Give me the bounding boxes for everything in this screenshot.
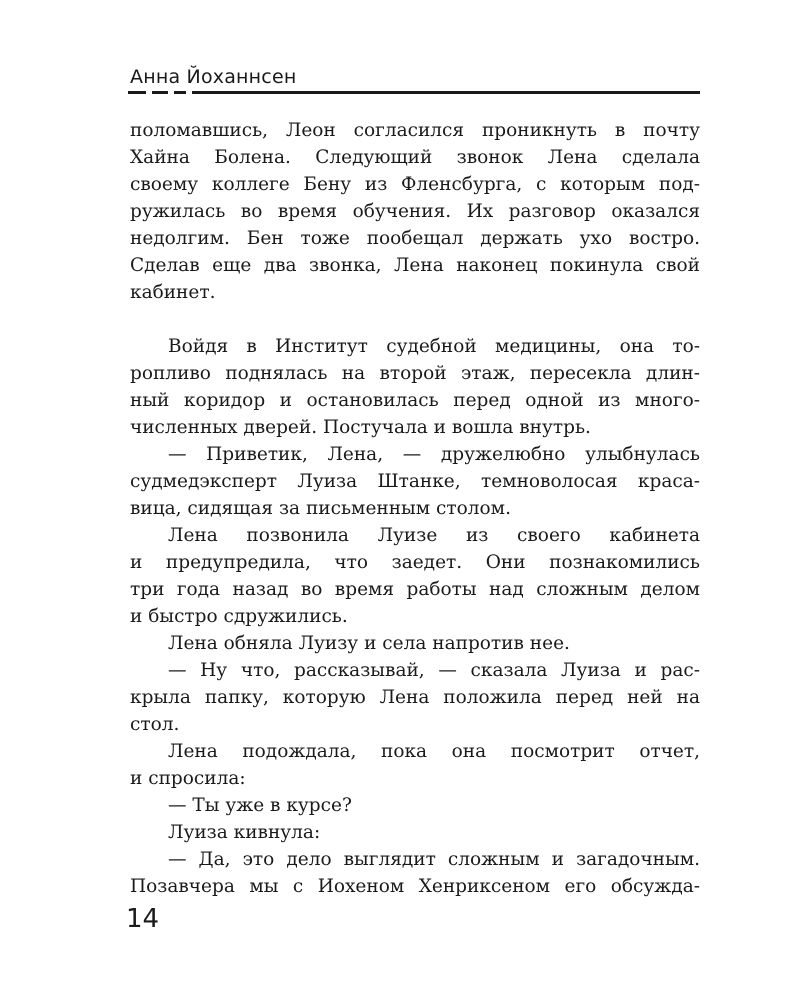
paragraph — [130, 657, 700, 738]
paragraph — [130, 819, 700, 846]
text-line: — Да, это дело выглядит сложным и загадочным. — [168, 849, 700, 870]
text-line: Войдя в Институт судебной медицины, она то- — [168, 336, 700, 357]
text-line: Лена подождала, пока она посмотрит отчет, — [168, 741, 700, 762]
text-line: — Ты уже в курсе? — [168, 795, 352, 816]
text-line: Лена обняла Луизу и села напротив нее. — [168, 633, 570, 654]
paragraph — [130, 333, 700, 441]
text-line: ный коридор и остановилась перед одной из много- — [130, 390, 700, 411]
paragraph — [130, 117, 700, 306]
paragraph — [130, 792, 700, 819]
paragraph — [130, 522, 700, 630]
paragraph — [130, 738, 700, 792]
paragraph — [130, 630, 700, 657]
paragraph — [130, 441, 700, 522]
text-line: численных дверей. Постучала и вошла внутрь. — [130, 417, 591, 438]
text-line: кабинет. — [130, 282, 216, 303]
text-line: Луиза кивнула: — [168, 822, 321, 843]
header-rule — [128, 91, 700, 94]
text-line: своему коллеге Бену из Фленсбурга, с которым под- — [130, 174, 700, 195]
text-line: крыла папку, которую Лена положила перед ней на — [130, 687, 700, 708]
text-line: три года назад во время работы над сложным делом — [130, 579, 700, 600]
text-line: судмедэксперт Луиза Штанке, темноволосая краса- — [130, 471, 700, 492]
paragraph — [130, 846, 700, 900]
text-line: поломавшись, Леон согласился проникнуть в почту — [130, 120, 700, 141]
text-line: Позавчера мы с Иохеном Хенриксеном его обсужда- — [130, 876, 700, 897]
text-line: — Приветик, Лена, — дружелюбно улыбнулась — [168, 444, 700, 465]
text-line: и быстро сдружились. — [130, 606, 348, 627]
text-line: и спросила: — [130, 768, 246, 789]
text-line: стол. — [130, 714, 180, 735]
text-line: ропливо поднялась на второй этаж, пересекла длин- — [130, 363, 700, 384]
text-line: — Ну что, рассказывай, — сказала Луиза и рас- — [168, 660, 700, 681]
text-line: Хайна Болена. Следующий звонок Лена сделала — [130, 147, 700, 168]
text-line: и предупредила, что заедет. Они познакомились — [130, 552, 700, 573]
body-text — [130, 117, 700, 900]
text-line: вица, сидящая за письменным столом. — [130, 498, 511, 519]
text-line: Сделав еще два звонка, Лена наконец покинула свой — [130, 255, 700, 276]
text-line: недолгим. Бен тоже пообещал держать ухо востро. — [130, 228, 700, 249]
text-line: ружилась во время обучения. Их разговор оказался — [130, 201, 700, 222]
text-line: Лена позвонила Луизе из своего кабинета — [168, 525, 700, 546]
running-head: Анна Йоханнсен — [130, 66, 297, 88]
page-number: 14 — [126, 904, 160, 934]
